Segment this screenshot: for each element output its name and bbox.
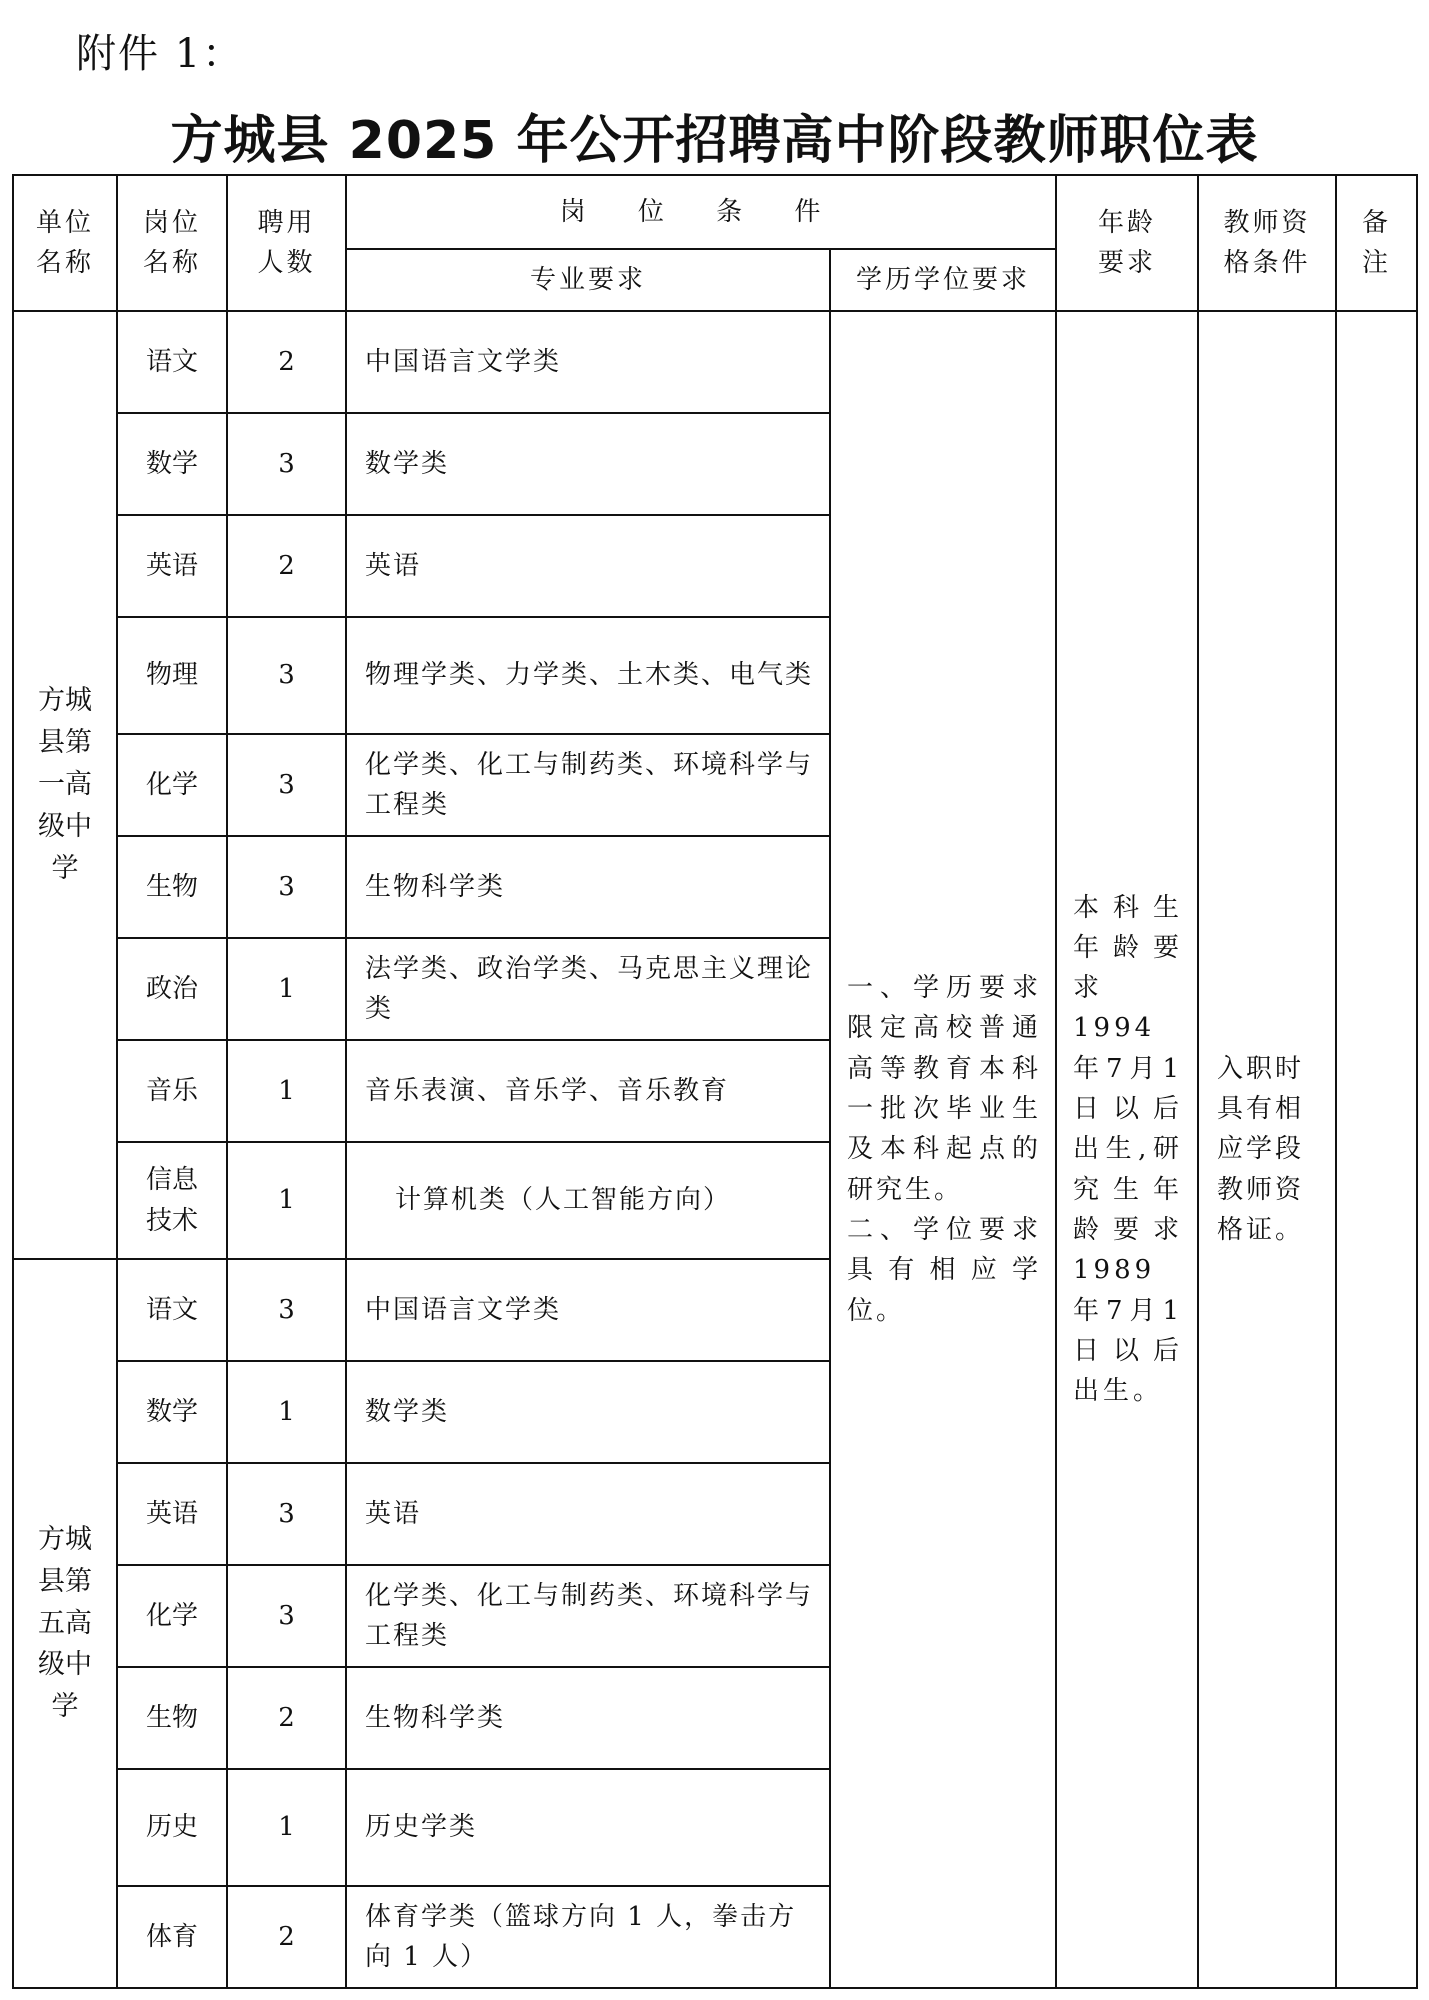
hire-count: 1: [227, 1142, 346, 1259]
major-requirement: 生物科学类: [346, 1667, 830, 1769]
post-name: 历史: [117, 1769, 227, 1886]
header-age: 年龄 要求: [1056, 175, 1198, 311]
age-requirement: 本科生年龄要求 1994 年7月1日以后出生,研究生年龄要求1989 年7月1日以后出生。: [1056, 311, 1198, 1988]
major-requirement: 中国语言文学类: [346, 1259, 830, 1361]
post-name: 英语: [117, 1463, 227, 1565]
hire-count: 2: [227, 1667, 346, 1769]
hire-count: 3: [227, 1463, 346, 1565]
major-requirement: 化学类、化工与制药类、环境科学与工程类: [346, 734, 830, 836]
page-title: 方城县 2025 年公开招聘高中阶段教师职位表: [170, 111, 1259, 171]
post-name: 生物: [117, 836, 227, 938]
post-name: 语文: [117, 1259, 227, 1361]
header-unit: 单位 名称: [13, 175, 117, 311]
major-requirement: 数学类: [346, 1361, 830, 1463]
hire-count: 1: [227, 1769, 346, 1886]
hire-count: 3: [227, 1565, 346, 1667]
major-requirement: 化学类、化工与制药类、环境科学与工程类: [346, 1565, 830, 1667]
hire-count: 3: [227, 734, 346, 836]
table-row: [13, 311, 1417, 413]
post-name: 音乐: [117, 1040, 227, 1142]
hire-count: 1: [227, 1040, 346, 1142]
major-requirement: 计算机类（人工智能方向）: [346, 1142, 830, 1259]
hire-count: 1: [227, 938, 346, 1040]
post-name: 语文: [117, 311, 227, 413]
major-requirement: 生物科学类: [346, 836, 830, 938]
post-name: 体育: [117, 1886, 227, 1988]
header-education: 学历学位要求: [830, 249, 1056, 311]
major-requirement: 音乐表演、音乐学、音乐教育: [346, 1040, 830, 1142]
post-name: 英语: [117, 515, 227, 617]
major-requirement: 法学类、政治学类、马克思主义理论类: [346, 938, 830, 1040]
post-name: 信息 技术: [117, 1142, 227, 1259]
header-count: 聘用 人数: [227, 175, 346, 311]
hire-count: 1: [227, 1361, 346, 1463]
unit-name: 方城 县第 一高 级中 学: [13, 311, 117, 1259]
hire-count: 2: [227, 311, 346, 413]
post-name: 生物: [117, 1667, 227, 1769]
hire-count: 3: [227, 413, 346, 515]
post-name: 数学: [117, 1361, 227, 1463]
post-name: 化学: [117, 734, 227, 836]
post-name: 化学: [117, 1565, 227, 1667]
header-remark: 备 注: [1336, 175, 1417, 311]
annex-label: 附件 1：: [76, 31, 245, 77]
header-major: 专业要求: [346, 249, 830, 311]
major-requirement: 数学类: [346, 413, 830, 515]
recruitment-table: [12, 174, 1418, 1989]
hire-count: 2: [227, 1886, 346, 1988]
hire-count: 2: [227, 515, 346, 617]
major-requirement: 物理学类、力学类、土木类、电气类: [346, 617, 830, 734]
major-requirement: 历史学类: [346, 1769, 830, 1886]
header-post: 岗位 名称: [117, 175, 227, 311]
post-name: 数学: [117, 413, 227, 515]
major-requirement: 英语: [346, 1463, 830, 1565]
unit-name: 方城 县第 五高 级中 学: [13, 1259, 117, 1988]
post-name: 政治: [117, 938, 227, 1040]
hire-count: 3: [227, 836, 346, 938]
hire-count: 3: [227, 1259, 346, 1361]
major-requirement: 中国语言文学类: [346, 311, 830, 413]
major-requirement: 体育学类（篮球方向 1 人，拳击方向 1 人）: [346, 1886, 830, 1988]
certificate-requirement: 入职时具有相应学段教师资格证。: [1198, 311, 1336, 1988]
post-name: 物理: [117, 617, 227, 734]
hire-count: 3: [227, 617, 346, 734]
header-conditions: 岗 位 条 件: [346, 175, 1056, 249]
remark: [1336, 311, 1417, 1988]
major-requirement: 英语: [346, 515, 830, 617]
header-cert: 教师资 格条件: [1198, 175, 1336, 311]
education-requirement: 一、学历要求限定高校普通高等教育本科一批次毕业生及本科起点的研究生。 二、学位要求具有相应学位。: [830, 311, 1056, 1988]
